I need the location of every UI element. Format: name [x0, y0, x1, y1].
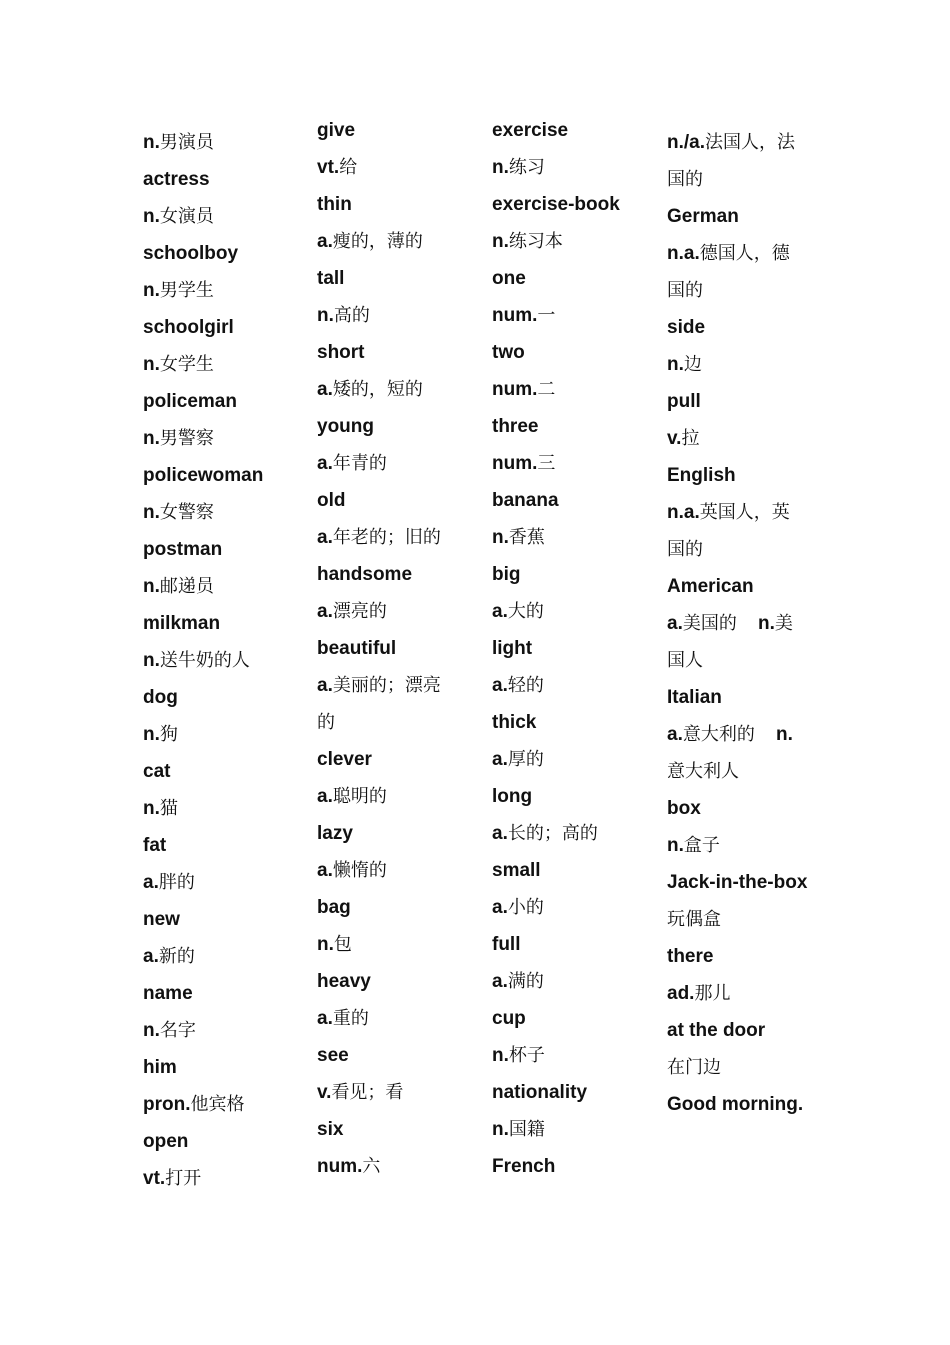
vocab-word: beautiful — [317, 638, 397, 659]
vocab-definition — [143, 204, 311, 229]
chinese-meaning: 那儿 — [694, 983, 731, 1004]
chinese-meaning: 他宾格 — [190, 1094, 245, 1115]
chinese-meaning: 给 — [339, 157, 358, 178]
vocab-word: Italian — [667, 687, 722, 708]
vocab-word: long — [492, 786, 533, 807]
chinese-meaning: 新的 — [158, 946, 195, 967]
definition-continuation — [317, 710, 485, 735]
chinese-meaning: 瘦的，薄的 — [332, 231, 423, 252]
part-of-speech: a. — [492, 897, 508, 918]
chinese-meaning: 意大利的 — [682, 724, 755, 745]
part-of-speech: n. — [667, 354, 684, 375]
vocab-word: American — [667, 576, 754, 597]
vocab-word: French — [492, 1156, 556, 1177]
chinese-meaning: 轻的 — [507, 675, 544, 696]
chinese-meaning: 法国人，法 — [705, 132, 796, 153]
vocab-word: six — [317, 1119, 344, 1140]
chinese-meaning: 小的 — [507, 897, 544, 918]
vocab-definition — [667, 130, 817, 155]
chinese-meaning: 年老的；旧的 — [332, 527, 441, 548]
vocab-definition — [667, 352, 817, 377]
vocab-definition — [143, 574, 311, 599]
vocab-definition — [317, 1154, 485, 1179]
chinese-meaning: 一 — [537, 305, 556, 326]
vocab-definition — [143, 1018, 311, 1043]
part-of-speech: vt. — [317, 157, 340, 178]
vocab-word: schoolgirl — [143, 317, 234, 338]
vocab-definition — [492, 821, 660, 846]
part-of-speech: n. — [143, 502, 160, 523]
chinese-meaning: 六 — [362, 1156, 381, 1177]
chinese-meaning: 男演员 — [159, 132, 214, 153]
vocab-definition — [492, 303, 660, 328]
vocab-definition — [317, 1006, 485, 1031]
vocab-word: exercise-book — [492, 194, 620, 215]
vocab-word: bag — [317, 897, 351, 918]
chinese-meaning: 重的 — [332, 1008, 369, 1029]
vocab-definition — [492, 377, 660, 402]
vocab-word: Jack-in-the-box — [667, 872, 808, 893]
vocab-definition — [317, 155, 485, 180]
part-of-speech: a. — [317, 860, 333, 881]
vocab-definition — [143, 796, 311, 821]
chinese-meaning: 猫 — [159, 798, 178, 819]
vocab-definition — [667, 611, 817, 636]
vocab-definition — [492, 969, 660, 994]
chinese-meaning: 大的 — [507, 601, 544, 622]
vocab-word: short — [317, 342, 365, 363]
chinese-meaning: 盒子 — [683, 835, 720, 856]
definition-continuation — [667, 648, 817, 673]
vocab-word: heavy — [317, 971, 371, 992]
vocab-word: nationality — [492, 1082, 588, 1103]
chinese-meaning: 男学生 — [159, 280, 214, 301]
vocab-definition — [317, 303, 485, 328]
part-of-speech: n. — [143, 428, 160, 449]
part-of-speech: a. — [317, 453, 333, 474]
column-4 — [667, 118, 817, 1129]
vocab-definition — [143, 426, 311, 451]
chinese-meaning: 玩偶盒 — [667, 909, 721, 930]
vocab-definition — [143, 1092, 311, 1117]
part-of-speech: n. — [667, 835, 684, 856]
vocab-word: lazy — [317, 823, 353, 844]
vocab-word: young — [317, 416, 374, 437]
part-of-speech: v. — [317, 1082, 332, 1103]
chinese-meaning: 懒惰的 — [332, 860, 387, 881]
vocab-definition — [492, 155, 660, 180]
vocab-definition — [492, 599, 660, 624]
vocab-word: thick — [492, 712, 537, 733]
vocab-word: three — [492, 416, 539, 437]
vocab-definition — [317, 451, 485, 476]
chinese-meaning: 漂亮的 — [332, 601, 387, 622]
definition-continuation — [667, 167, 817, 192]
column-3 — [492, 118, 660, 1191]
vocab-word: big — [492, 564, 521, 585]
vocab-definition — [317, 377, 485, 402]
part-of-speech: n. — [492, 527, 509, 548]
part-of-speech: a. — [667, 724, 683, 745]
part-of-speech: vt. — [143, 1168, 166, 1189]
vocab-word: handsome — [317, 564, 413, 585]
chinese-meaning: 名字 — [159, 1020, 196, 1041]
chinese-meaning: 看见；看 — [331, 1082, 404, 1103]
part-of-speech: a. — [317, 601, 333, 622]
chinese-meaning: 国人 — [667, 650, 703, 671]
chinese-meaning: 意大利人 — [667, 761, 739, 782]
part-of-speech: num. — [492, 305, 538, 326]
part-of-speech: n. — [492, 1045, 509, 1066]
chinese-meaning: 女学生 — [159, 354, 214, 375]
part-of-speech: n./a. — [667, 132, 706, 153]
chinese-meaning: 送牛奶的人 — [159, 650, 250, 671]
chinese-meaning: 的 — [317, 712, 335, 733]
vocab-definition — [317, 229, 485, 254]
chinese-meaning: 国的 — [667, 539, 703, 560]
chinese-meaning: 练习 — [508, 157, 545, 178]
part-of-speech: n. — [143, 724, 160, 745]
vocab-definition — [492, 673, 660, 698]
vocab-word: there — [667, 946, 714, 967]
vocab-word: cup — [492, 1008, 526, 1029]
part-of-speech: n. — [143, 280, 160, 301]
part-of-speech: n. — [317, 934, 334, 955]
chinese-meaning: 胖的 — [158, 872, 195, 893]
vocab-word: two — [492, 342, 525, 363]
chinese-meaning: 厚的 — [507, 749, 544, 770]
chinese-meaning: 年青的 — [332, 453, 387, 474]
part-of-speech: num. — [317, 1156, 363, 1177]
vocab-definition — [667, 722, 817, 747]
chinese-meaning: 满的 — [507, 971, 544, 992]
chinese-meaning: 长的；高的 — [507, 823, 598, 844]
vocab-word: actress — [143, 169, 210, 190]
part-of-speech: n. — [143, 1020, 160, 1041]
definition-continuation — [667, 278, 817, 303]
column-1 — [143, 118, 311, 1203]
vocab-word: policeman — [143, 391, 237, 412]
part-of-speech: n. — [143, 650, 160, 671]
vocab-word: old — [317, 490, 346, 511]
vocab-definition — [667, 241, 817, 266]
vocab-definition — [143, 352, 311, 377]
part-of-speech: v. — [667, 428, 682, 449]
vocab-definition — [317, 932, 485, 957]
definition-continuation — [667, 907, 817, 932]
vocab-definition — [317, 673, 485, 698]
vocab-word: fat — [143, 835, 167, 856]
chinese-meaning: 美丽的；漂亮 — [332, 675, 441, 696]
vocab-definition — [492, 747, 660, 772]
vocab-definition — [492, 229, 660, 254]
part-of-speech: a. — [492, 749, 508, 770]
vocab-word: see — [317, 1045, 349, 1066]
column-2 — [317, 118, 485, 1191]
vocab-definition — [317, 784, 485, 809]
chinese-meaning: 美 — [774, 613, 793, 634]
part-of-speech: a. — [143, 946, 159, 967]
vocab-word: English — [667, 465, 736, 486]
part-of-speech: a. — [317, 379, 333, 400]
part-of-speech: n. — [143, 354, 160, 375]
vocab-word: new — [143, 909, 180, 930]
chinese-meaning: 边 — [683, 354, 702, 375]
vocab-word: cat — [143, 761, 171, 782]
vocab-definition — [667, 426, 817, 451]
vocab-definition — [667, 981, 817, 1006]
chinese-meaning: 杯子 — [508, 1045, 545, 1066]
vocab-word: light — [492, 638, 533, 659]
part-of-speech: num. — [492, 379, 538, 400]
vocab-word: box — [667, 798, 701, 819]
chinese-meaning: 女演员 — [159, 206, 214, 227]
part-of-speech: n. — [143, 798, 160, 819]
part-of-speech: ad. — [667, 983, 695, 1004]
vocab-word: open — [143, 1131, 189, 1152]
vocab-definition — [143, 648, 311, 673]
part-of-speech: n. — [143, 576, 160, 597]
chinese-meaning: 德国人，德 — [699, 243, 790, 264]
chinese-meaning: 包 — [333, 934, 352, 955]
chinese-meaning: 高的 — [333, 305, 370, 326]
chinese-meaning: 美国的 — [682, 613, 737, 634]
part-of-speech: a. — [492, 601, 508, 622]
chinese-meaning: 国的 — [667, 280, 703, 301]
part-of-speech: a. — [317, 231, 333, 252]
chinese-meaning: 聪明的 — [332, 786, 387, 807]
vocab-word: Good morning. — [667, 1094, 804, 1115]
vocab-definition — [492, 895, 660, 920]
chinese-meaning: 矮的，短的 — [332, 379, 423, 400]
vocab-definition — [667, 833, 817, 858]
vocab-definition — [492, 1117, 660, 1142]
vocab-definition — [143, 1166, 311, 1191]
part-of-speech: a. — [143, 872, 159, 893]
chinese-meaning: 邮递员 — [159, 576, 214, 597]
vocab-definition — [143, 278, 311, 303]
vocab-definition — [143, 500, 311, 525]
part-of-speech: n. — [492, 231, 509, 252]
part-of-speech: a. — [317, 1008, 333, 1029]
chinese-meaning: 二 — [537, 379, 556, 400]
chinese-meaning: 香蕉 — [508, 527, 545, 548]
part-of-speech: num. — [492, 453, 538, 474]
part-of-speech: n. — [143, 206, 160, 227]
vocab-word: at the door — [667, 1020, 766, 1041]
vocab-word: name — [143, 983, 193, 1004]
definition-continuation — [667, 759, 817, 784]
vocab-word: clever — [317, 749, 372, 770]
part-of-speech: n. — [757, 613, 775, 634]
vocab-word: side — [667, 317, 706, 338]
vocab-definition — [317, 1080, 485, 1105]
part-of-speech: n. — [775, 724, 793, 745]
vocab-word: pull — [667, 391, 701, 412]
vocab-definition — [317, 599, 485, 624]
vocab-word: milkman — [143, 613, 221, 634]
vocab-word: schoolboy — [143, 243, 239, 264]
vocab-definition — [317, 858, 485, 883]
definition-continuation — [667, 537, 817, 562]
vocab-word: give — [317, 120, 356, 141]
part-of-speech: a. — [492, 675, 508, 696]
part-of-speech: a. — [667, 613, 683, 634]
chinese-meaning: 三 — [537, 453, 556, 474]
vocab-word: him — [143, 1057, 177, 1078]
chinese-meaning: 英国人，英 — [699, 502, 790, 523]
part-of-speech: a. — [317, 786, 333, 807]
part-of-speech: n. — [492, 157, 509, 178]
part-of-speech: a. — [492, 823, 508, 844]
vocab-word: German — [667, 206, 739, 227]
part-of-speech: a. — [317, 675, 333, 696]
vocab-definition — [492, 451, 660, 476]
vocab-definition — [317, 525, 485, 550]
definition-continuation — [667, 1055, 817, 1080]
vocab-word: tall — [317, 268, 345, 289]
chinese-meaning: 狗 — [159, 724, 178, 745]
chinese-meaning: 女警察 — [159, 502, 214, 523]
part-of-speech: n.a. — [667, 502, 700, 523]
vocab-word: small — [492, 860, 541, 881]
vocab-definition — [143, 722, 311, 747]
part-of-speech: n. — [492, 1119, 509, 1140]
vocab-definition — [143, 944, 311, 969]
chinese-meaning: 国籍 — [508, 1119, 545, 1140]
part-of-speech: n. — [317, 305, 334, 326]
vocab-definition — [492, 1043, 660, 1068]
vocab-word: dog — [143, 687, 178, 708]
part-of-speech: pron. — [143, 1094, 191, 1115]
vocab-word: postman — [143, 539, 223, 560]
chinese-meaning: 打开 — [165, 1168, 202, 1189]
chinese-meaning: 在门边 — [667, 1057, 721, 1078]
part-of-speech: n. — [143, 132, 160, 153]
chinese-meaning: 拉 — [681, 428, 700, 449]
part-of-speech: a. — [317, 527, 333, 548]
chinese-meaning: 男警察 — [159, 428, 214, 449]
chinese-meaning: 国的 — [667, 169, 703, 190]
vocab-word: policewoman — [143, 465, 264, 486]
vocab-definition — [667, 500, 817, 525]
vocab-word: one — [492, 268, 526, 289]
part-of-speech: a. — [492, 971, 508, 992]
vocab-word: full — [492, 934, 521, 955]
vocab-word: banana — [492, 490, 559, 511]
vocab-word: thin — [317, 194, 352, 215]
vocab-word: exercise — [492, 120, 569, 141]
chinese-meaning: 练习本 — [508, 231, 563, 252]
vocab-definition — [492, 525, 660, 550]
vocab-definition — [143, 130, 311, 155]
vocab-definition — [143, 870, 311, 895]
part-of-speech: n.a. — [667, 243, 700, 264]
